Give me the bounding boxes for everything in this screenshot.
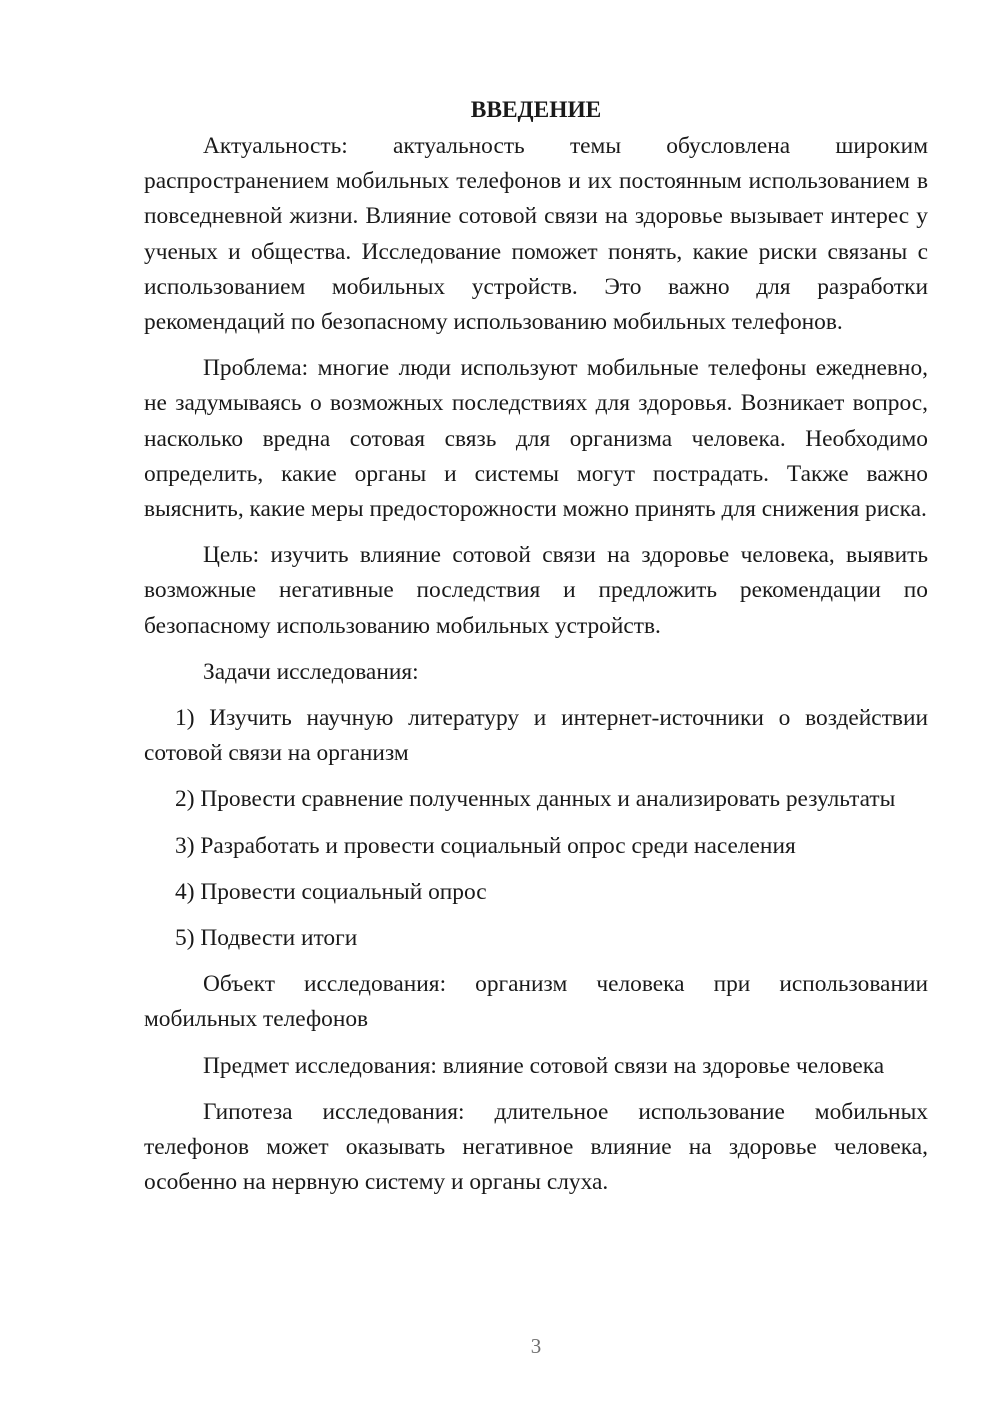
object-paragraph: Объект исследования: организм человека при использовании мобильных телефонов [144,971,928,1033]
goal-paragraph: Цель: изучить влияние сотовой связи на здоровье человека, выявить возможные негативные последствия и предложить рекомендации по безопасному использованию мобильных устройств. [144,542,928,639]
tasks-heading: Задачи исследования: [203,658,419,685]
task-item-1: 1) Изучить научную литературу и интернет-источники о воздействии сотовой связи на организм [144,705,928,767]
task-item-5: 5) Подвести итоги [175,925,358,952]
relevance-paragraph: Актуальность: актуальность темы обусловлена широким распространением мобильных телефонов и их постоянным использованием в повседневной жизни. Влияние сотовой связи на здоровье вызывает интерес у ученых и общества. Исследование поможет понять, какие риски связаны с использованием мобильных устройств. Это важно для разработки рекомендаций по безопасному использованию мобильных телефонов. [144,133,928,336]
task-item-3: 3) Разработать и провести социальный опрос среди населения [175,832,796,859]
page-number: 3 [530,1334,542,1358]
hypothesis-paragraph: Гипотеза исследования: длительное использование мобильных телефонов может оказывать негативное влияние на здоровье человека, особенно на нервную систему и органы слуха. [144,1098,928,1196]
subject-paragraph: Предмет исследования: влияние сотовой связи на здоровье человека [203,1052,885,1079]
problem-paragraph: Проблема: многие люди используют мобильные телефоны ежедневно, не задумываясь о возможных последствиях для здоровья. Возникает вопрос, насколько вредна сотовая связь для организма человека. Необходимо определить, какие органы и системы могут пострадать. Также важно выяснить, какие меры предосторожности можно принять для снижения риска. [144,355,928,523]
page-content [144,93,928,1200]
task-item-4: 4) Провести социальный опрос [175,878,487,905]
task-item-2: 2) Провести сравнение полученных данных и анализировать результаты [175,786,896,813]
section-title: ВВЕДЕНИЕ [470,97,602,123]
